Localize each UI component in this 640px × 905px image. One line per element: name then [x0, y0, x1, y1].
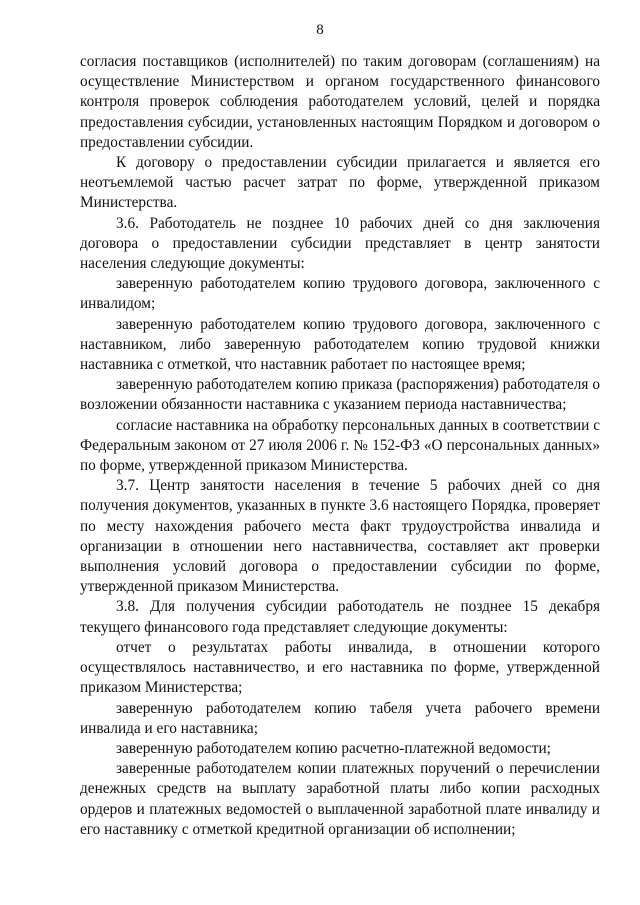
paragraph: 3.7. Центр занятости населения в течение 5 рабочих дней со дня получения документов, указанных в пункте 3.6 настоящего Порядка, проверяет по месту нахождения рабочего места факт трудоустройства инвалида и организации в отношении него наставничества, составляет акт проверки выполнения условий договора о предоставлении субсидии по форме, утвержденной приказом Министерства.: [80, 477, 600, 596]
paragraph: 3.8. Для получения субсидии работодатель не позднее 15 декабря текущего финансового года представляет следующие документы:: [80, 598, 600, 636]
paragraph: согласие наставника на обработку персональных данных в соответствии с Федеральным законом от 27 июля 2006 г. № 152-ФЗ «О персональных данных» по форме, утвержденной приказом Министерства.: [80, 416, 600, 475]
paragraph: заверенную работодателем копию табеля учета рабочего времени инвалида и его наставника;: [80, 699, 600, 737]
paragraph: заверенную работодателем копию приказа (распоряжения) работодателя о возложении обязанности наставника с указанием периода наставничества;: [80, 376, 600, 414]
paragraph: 3.6. Работодатель не позднее 10 рабочих дней со дня заключения договора о предоставлении субсидии представляет в центр занятости населения следующие документы:: [80, 214, 600, 273]
paragraph: заверенную работодателем копию расчетно-платежной ведомости;: [116, 739, 551, 757]
paragraph: К договору о предоставлении субсидии прилагается и является его неотъемлемой частью расчет затрат по форме, утвержденной приказом Министерства.: [80, 154, 600, 212]
page-number: 8: [316, 22, 324, 38]
paragraph: согласия поставщиков (исполнителей) по таким договорам (соглашениям) на осуществление Министерством и органом государственного финансового контроля проверок соблюдения работодателем условий, целей и порядка предоставления субсидии, установленных настоящим Порядком и договором о предоставлении субсидии.: [80, 53, 600, 151]
paragraph: заверенную работодателем копию трудового договора, заключенного с наставником, либо заверенную работодателем копию трудовой книжки наставника с отметкой, что наставник работает по настоящее время;: [80, 315, 600, 374]
document-body: [80, 52, 600, 840]
paragraph: заверенные работодателем копии платежных поручений о перечислении денежных средств на выплату заработной платы либо копии расходных ордеров и платежных ведомостей о выплаченной заработной плате инвалиду и его наставнику с отметкой кредитной организации об исполнении;: [80, 760, 600, 838]
paragraph: отчет о результатах работы инвалида, в отношении которого осуществлялось наставничество, и его наставника по форме, утвержденной приказом Министерства;: [80, 638, 600, 697]
paragraph: заверенную работодателем копию трудового договора, заключенного с инвалидом;: [80, 275, 600, 313]
